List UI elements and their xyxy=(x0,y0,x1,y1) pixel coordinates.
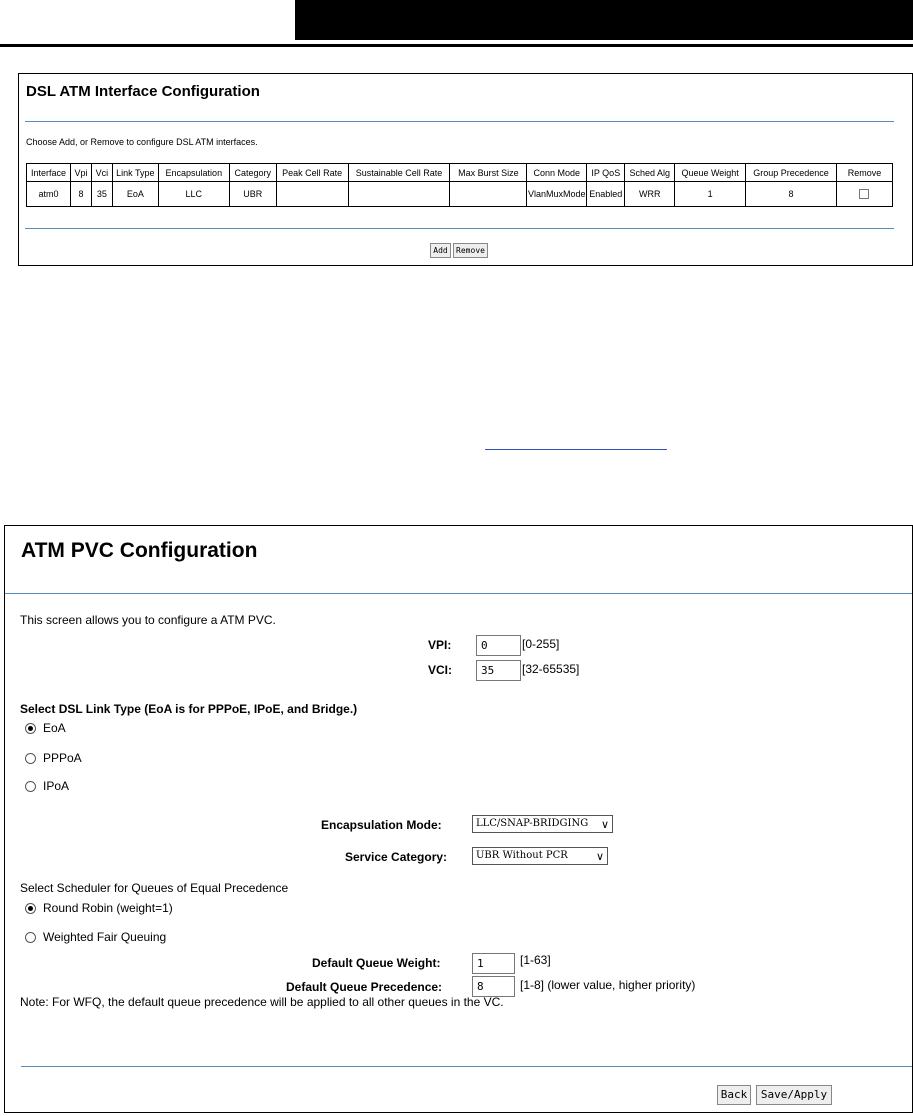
atm-interface-table xyxy=(26,163,893,207)
encapsulation-mode-value: LLC/SNAP-BRIDGING xyxy=(476,818,589,829)
service-category-value: UBR Without PCR xyxy=(476,850,568,861)
link-underline xyxy=(485,449,667,450)
cell-remove xyxy=(836,182,892,207)
radio-weighted-fair-queuing-label: Weighted Fair Queuing xyxy=(43,930,167,944)
radio-round-robin-label: Round Robin (weight=1) xyxy=(43,901,173,915)
header-divider xyxy=(0,44,913,47)
table-row xyxy=(27,182,893,207)
default-queue-precedence-input[interactable]: 8 xyxy=(472,976,515,997)
col-header-vci: Vci xyxy=(91,164,112,182)
back-button[interactable]: Back xyxy=(717,1085,751,1105)
col-header-max-burst-size: Max Burst Size xyxy=(450,164,527,182)
cell-peak-cell-rate xyxy=(276,182,348,207)
vpi-label: VPI: xyxy=(428,638,452,652)
radio-pppoa[interactable] xyxy=(25,753,36,764)
radio-ipoa-label: IPoA xyxy=(43,779,70,793)
save-apply-button[interactable]: Save/Apply xyxy=(756,1085,832,1105)
cell-sched-alg: WRR xyxy=(625,182,675,207)
radio-pppoa-label: PPPoA xyxy=(43,751,82,765)
remove-checkbox[interactable] xyxy=(859,189,869,199)
cell-vci: 35 xyxy=(91,182,112,207)
pvc-panel-title: ATM PVC Configuration xyxy=(21,539,258,562)
col-header-category: Category xyxy=(229,164,276,182)
col-header-remove: Remove xyxy=(836,164,892,182)
cell-vpi: 8 xyxy=(70,182,91,207)
dsl-title-divider xyxy=(25,121,894,122)
dsl-footer-divider xyxy=(25,228,894,229)
add-button[interactable]: Add xyxy=(430,243,451,258)
col-header-link-type: Link Type xyxy=(112,164,158,182)
encapsulation-mode-select[interactable] xyxy=(472,815,613,833)
scheduler-heading: Select Scheduler for Queues of Equal Precedence xyxy=(20,881,289,895)
radio-eoa[interactable] xyxy=(25,723,36,734)
pvc-intro-text: This screen allows you to configure a ATM PVC. xyxy=(20,613,276,627)
col-header-interface: Interface xyxy=(27,164,71,182)
chevron-down-icon: ∨ xyxy=(595,850,604,863)
col-header-peak-cell-rate: Peak Cell Rate xyxy=(276,164,348,182)
cell-link-type: EoA xyxy=(112,182,158,207)
cell-sustainable-cell-rate xyxy=(348,182,450,207)
vci-label: VCI: xyxy=(428,663,452,677)
service-category-select[interactable] xyxy=(472,847,608,865)
cell-category: UBR xyxy=(229,182,276,207)
table-header-row xyxy=(27,164,893,182)
cell-conn-mode: VlanMuxMode xyxy=(527,182,587,207)
cell-max-burst-size xyxy=(450,182,527,207)
link-type-heading: Select DSL Link Type (EoA is for PPPoE, IPoE, and Bridge.) xyxy=(20,702,358,716)
radio-eoa-label: EoA xyxy=(43,721,66,735)
atm-pvc-panel xyxy=(4,525,913,1113)
cell-group-precedence: 8 xyxy=(746,182,837,207)
pvc-footer-divider xyxy=(21,1066,912,1067)
radio-ipoa[interactable] xyxy=(25,781,36,792)
header-black-bar xyxy=(295,0,913,40)
radio-round-robin[interactable] xyxy=(25,903,36,914)
cell-queue-weight: 1 xyxy=(675,182,746,207)
wfq-note: Note: For WFQ, the default queue precedence will be applied to all other queues in the VC. xyxy=(20,995,504,1009)
remove-button[interactable]: Remove xyxy=(453,243,488,258)
pvc-title-divider xyxy=(5,593,912,594)
col-header-group-precedence: Group Precedence xyxy=(746,164,837,182)
vpi-input[interactable]: 0 xyxy=(476,635,521,656)
col-header-ip-qos: IP QoS xyxy=(587,164,625,182)
default-queue-weight-input[interactable]: 1 xyxy=(472,953,515,974)
col-header-conn-mode: Conn Mode xyxy=(527,164,587,182)
cell-encapsulation: LLC xyxy=(158,182,229,207)
vci-range: [32-65535] xyxy=(522,662,580,676)
dsl-instruction-text: Choose Add, or Remove to configure DSL ATM interfaces. xyxy=(26,137,258,147)
default-queue-precedence-label: Default Queue Precedence: xyxy=(286,980,443,994)
default-queue-precedence-range: [1-8] (lower value, higher priority) xyxy=(520,978,696,992)
cell-ip-qos: Enabled xyxy=(587,182,625,207)
cell-interface: atm0 xyxy=(27,182,71,207)
default-queue-weight-range: [1-63] xyxy=(520,953,551,967)
service-category-label: Service Category: xyxy=(345,850,448,864)
col-header-sched-alg: Sched Alg xyxy=(625,164,675,182)
dsl-atm-interface-panel xyxy=(18,73,913,266)
col-header-encapsulation: Encapsulation xyxy=(158,164,229,182)
col-header-sustainable-cell-rate: Sustainable Cell Rate xyxy=(348,164,450,182)
chevron-down-icon: ∨ xyxy=(600,818,609,831)
vci-input[interactable]: 35 xyxy=(476,660,521,681)
col-header-queue-weight: Queue Weight xyxy=(675,164,746,182)
encapsulation-mode-label: Encapsulation Mode: xyxy=(321,818,442,832)
default-queue-weight-label: Default Queue Weight: xyxy=(312,956,441,970)
dsl-panel-title: DSL ATM Interface Configuration xyxy=(26,83,260,100)
col-header-vpi: Vpi xyxy=(70,164,91,182)
radio-weighted-fair-queuing[interactable] xyxy=(25,932,36,943)
vpi-range: [0-255] xyxy=(522,637,560,651)
